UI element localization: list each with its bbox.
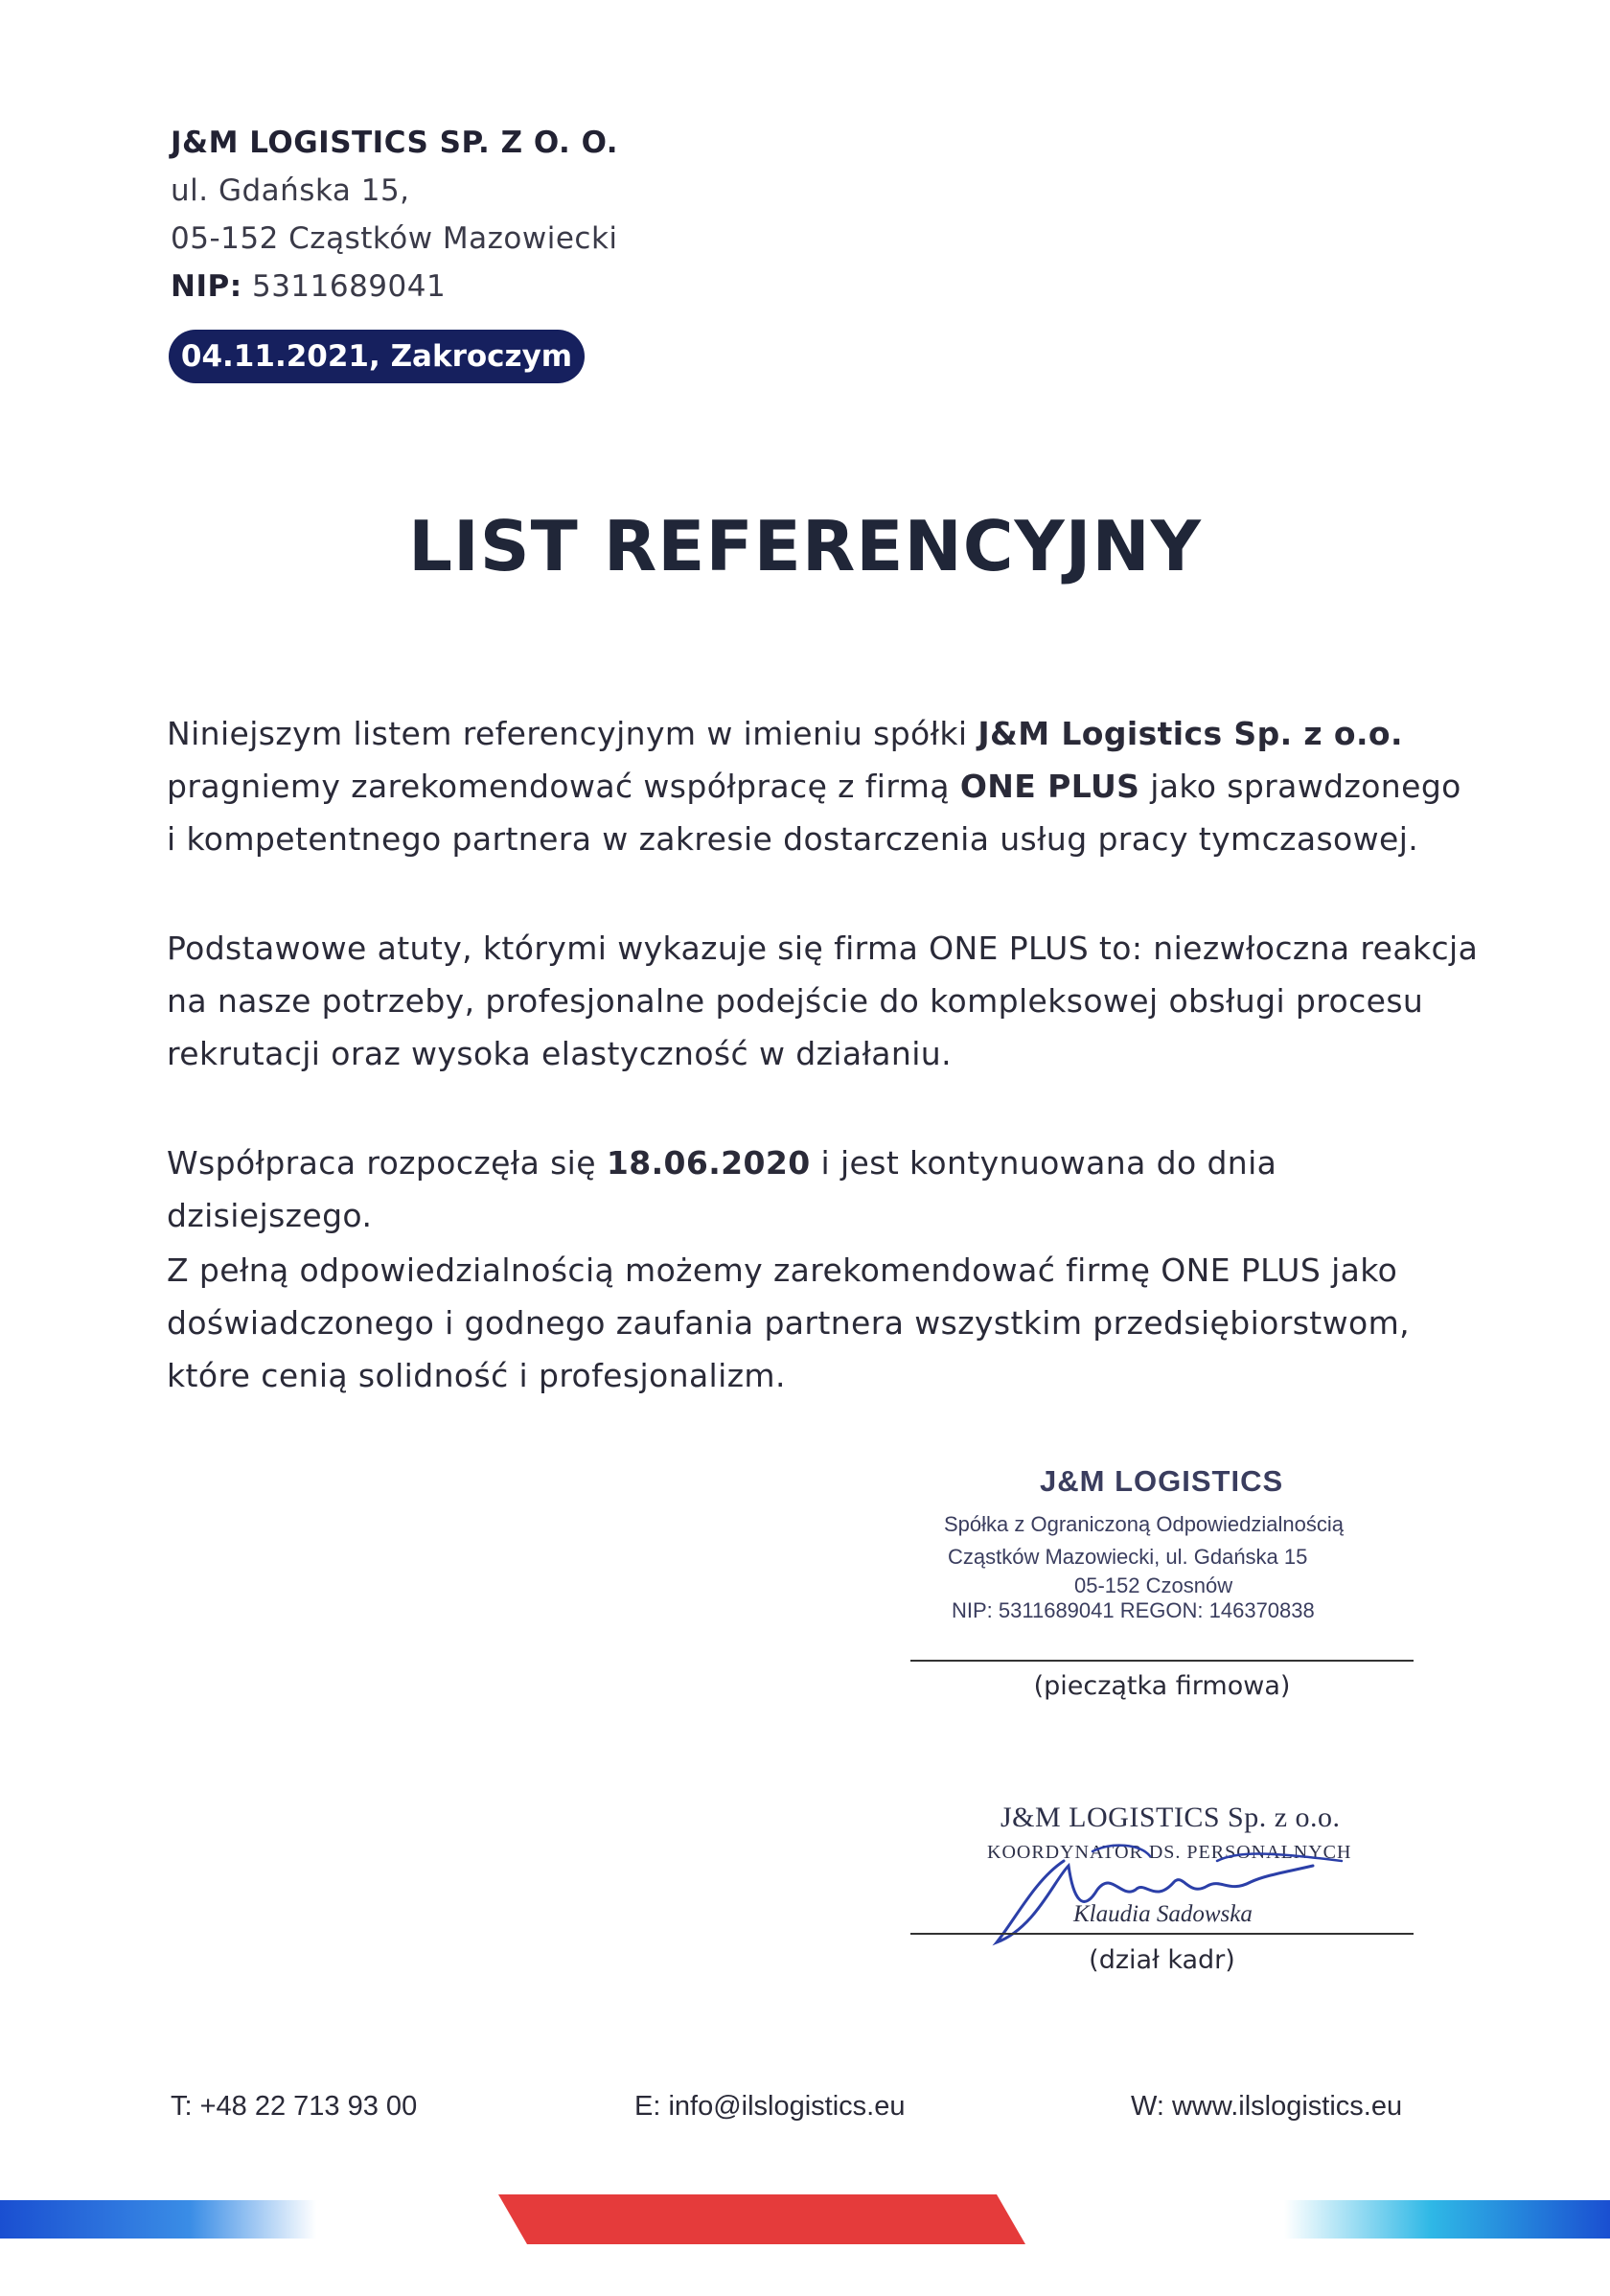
p1-text-a: Niniejszym listem referencyjnym w imieniu spółki [167, 715, 978, 752]
p3-date: 18.06.2020 [606, 1144, 811, 1182]
sig-stamp-company: J&M LOGISTICS Sp. z o.o. [1000, 1802, 1341, 1833]
footer-band-red [498, 2194, 1025, 2244]
p1-partner: ONE PLUS [959, 768, 1140, 805]
company-stamp [944, 1464, 1394, 1656]
sender-city: 05-152 Cząstków Mazowiecki [171, 221, 618, 256]
stamp-line-3: 05-152 Czosnów [1074, 1573, 1233, 1597]
sender-address [171, 119, 618, 310]
p3-text-b: i jest kontynuowana do dnia dzisiejszego. [167, 1144, 1277, 1234]
sender-street: ul. Gdańska 15, [171, 173, 410, 208]
p1-text-c: jako sprawdzonego i kompetentnego partnera w zakresie dostarczenia usług pracy tymczasowej. [167, 768, 1461, 858]
paragraph-3 [167, 1137, 1480, 1242]
paragraph-1 [167, 707, 1480, 865]
date-place-badge: 04.11.2021, Zakroczym [169, 330, 585, 383]
stamp-caption: (pieczątka firmowa) [1033, 1671, 1291, 1701]
stamp-company-name: J&M LOGISTICS [1040, 1464, 1284, 1498]
page-title: LIST REFERENCYJNY [408, 506, 1202, 586]
sig-stamp-name: Klaudia Sadowska [1073, 1901, 1253, 1927]
nip-label: NIP: [171, 269, 242, 304]
footer-web: W: www.ilslogistics.eu [1131, 2091, 1403, 2122]
sender-nip [171, 263, 618, 310]
footer-email: E: info@ilslogistics.eu [634, 2091, 906, 2122]
p1-text-b: pragniemy zarekomendować współpracę z firmą [167, 768, 960, 805]
nip-value: 5311689041 [251, 269, 447, 304]
stamp-underline [910, 1660, 1414, 1662]
signature-underline [910, 1933, 1414, 1935]
signature-caption: (dział kadr) [1089, 1945, 1235, 1975]
footer-phone: T: +48 22 713 93 00 [171, 2091, 418, 2122]
p3-text-a: Współpraca rozpoczęła się [167, 1144, 607, 1182]
p2-text: Podstawowe atuty, którymi wykazuje się firma ONE PLUS to: niezwłoczna reakcja na nasze potrzeby, profesjonalne podejście do kompleksowej obsługi procesu rekrutacji oraz wysoka elastyczność w działaniu. [167, 930, 1479, 1072]
p1-company: J&M Logistics Sp. z o.o. [978, 715, 1403, 752]
sender-company: J&M LOGISTICS SP. Z O. O. [171, 126, 619, 160]
paragraph-4 [167, 1244, 1480, 1402]
stamp-line-2: Cząstków Mazowiecki, ul. Gdańska 15 [948, 1545, 1308, 1569]
footer-band-blue [0, 2200, 316, 2239]
footer-band-cyan [1284, 2200, 1610, 2239]
p4-text: Z pełną odpowiedzialnością możemy zarekomendować firmę ONE PLUS jako doświadczonego i godnego zaufania partnera wszystkim przedsiębiorstwom, które cenią solidność i profesjonalizm. [167, 1251, 1411, 1394]
handwritten-signature [978, 1823, 1361, 1957]
sig-stamp-role: KOORDYNATOR DS. PERSONALNYCH [987, 1842, 1352, 1863]
stamp-line-1: Spółka z Ograniczoną Odpowiedzialnością [944, 1512, 1345, 1536]
paragraph-2 [167, 922, 1480, 1080]
stamp-line-4: NIP: 5311689041 REGON: 146370838 [952, 1598, 1315, 1622]
